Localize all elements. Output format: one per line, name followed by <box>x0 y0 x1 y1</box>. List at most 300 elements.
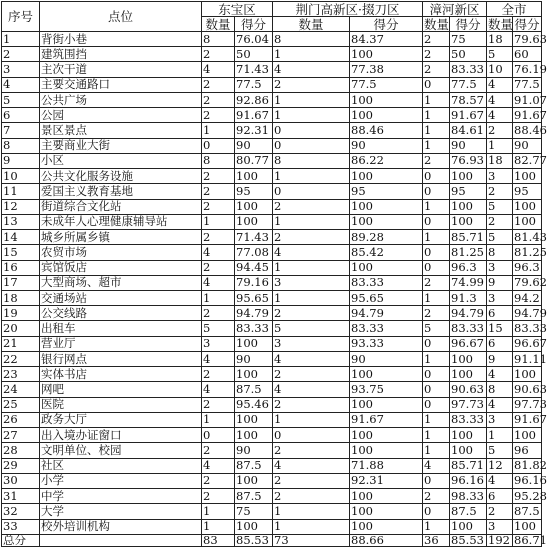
score-city: 100 <box>513 214 542 229</box>
row-location: 公园 <box>40 108 202 123</box>
row-seq: 17 <box>2 275 40 290</box>
score-gaoxin-duodao: 100 <box>350 489 423 504</box>
table-row <box>2 123 542 138</box>
score-gaoxin-duodao: 100 <box>350 260 423 275</box>
score-dongbao: 87.5 <box>235 489 273 504</box>
count-zhanghe: 0 <box>423 260 450 275</box>
table-row <box>2 230 542 245</box>
score-zhanghe: 98.33 <box>450 489 487 504</box>
score-gaoxin-duodao: 94.79 <box>350 306 423 321</box>
count-city: 4 <box>487 473 513 488</box>
score-gaoxin-duodao: 83.33 <box>350 275 423 290</box>
count-city: 5 <box>487 47 513 62</box>
total-value: 88.66 <box>350 535 423 547</box>
row-seq: 30 <box>2 473 40 488</box>
row-seq: 25 <box>2 397 40 412</box>
score-city: 100 <box>513 199 542 214</box>
count-gaoxin-duodao: 4 <box>273 245 350 260</box>
row-seq: 20 <box>2 321 40 336</box>
count-dongbao: 1 <box>202 519 235 535</box>
score-city: 96.16 <box>514 473 547 488</box>
table-row <box>2 504 542 519</box>
count-dongbao: 4 <box>202 275 235 290</box>
score-zhanghe: 84.61 <box>450 123 487 138</box>
table-row <box>2 199 542 214</box>
row-seq: 3 <box>2 62 40 77</box>
count-gaoxin-duodao: 8 <box>273 32 350 47</box>
score-city: 95.28 <box>514 488 547 503</box>
count-zhanghe: 1 <box>423 138 450 153</box>
header-count: 数量 <box>273 17 350 32</box>
row-location: 实体书店 <box>40 367 202 382</box>
row-location: 出租车 <box>40 321 202 336</box>
score-gaoxin-duodao: 100 <box>350 443 423 458</box>
header-row-1 <box>2 2 542 17</box>
row-seq: 11 <box>2 184 40 199</box>
count-gaoxin-duodao: 1 <box>273 290 350 305</box>
row-location: 社区 <box>40 458 202 473</box>
count-zhanghe: 1 <box>423 199 450 214</box>
score-city: 100 <box>513 169 542 184</box>
score-city: 81.43 <box>514 229 547 244</box>
score-zhanghe: 90.63 <box>450 382 487 397</box>
row-seq: 8 <box>2 138 40 153</box>
count-city: 2 <box>487 214 513 229</box>
row-location: 政务大厅 <box>40 412 202 427</box>
score-gaoxin-duodao: 83.33 <box>350 321 423 336</box>
count-dongbao: 2 <box>202 92 235 107</box>
count-zhanghe: 0 <box>423 367 450 382</box>
count-zhanghe: 0 <box>423 397 450 412</box>
table-row <box>2 412 542 427</box>
row-seq: 7 <box>2 123 40 138</box>
total-value: 83 <box>202 535 235 547</box>
score-zhanghe: 85.71 <box>450 230 487 245</box>
count-city: 8 <box>487 382 513 397</box>
row-seq: 15 <box>2 245 40 260</box>
score-gaoxin-duodao: 100 <box>350 92 423 107</box>
score-gaoxin-duodao: 95.65 <box>350 290 423 305</box>
score-gaoxin-duodao: 90 <box>350 351 423 366</box>
table-row <box>2 260 542 275</box>
score-zhanghe: 96.3 <box>450 260 487 275</box>
score-zhanghe: 100 <box>450 214 487 229</box>
score-gaoxin-duodao: 92.31 <box>350 473 423 488</box>
count-dongbao: 3 <box>202 336 235 351</box>
score-dongbao: 100 <box>235 199 273 214</box>
score-zhanghe: 91.3 <box>450 290 487 305</box>
count-gaoxin-duodao: 0 <box>273 123 350 138</box>
row-location: 校外培训机构 <box>40 519 202 535</box>
table-row <box>2 245 542 260</box>
score-zhanghe: 83.33 <box>450 321 487 336</box>
count-gaoxin-duodao: 2 <box>273 443 350 458</box>
count-zhanghe: 1 <box>423 92 450 107</box>
score-gaoxin-duodao: 77.38 <box>350 62 423 77</box>
count-dongbao: 2 <box>202 306 235 321</box>
score-gaoxin-duodao: 95 <box>350 184 423 199</box>
count-zhanghe: 2 <box>423 275 450 290</box>
count-dongbao: 8 <box>202 32 235 47</box>
count-dongbao: 2 <box>202 184 235 199</box>
score-city: 60 <box>513 47 542 62</box>
header-district-gaoxin-duodao: 荆门高新区·掇刀区 <box>273 2 423 17</box>
score-zhanghe: 97.73 <box>450 397 487 412</box>
count-dongbao: 2 <box>202 47 235 62</box>
score-city: 76.19 <box>514 62 547 77</box>
score-gaoxin-duodao: 100 <box>350 397 423 412</box>
score-dongbao: 95 <box>235 184 273 199</box>
count-zhanghe: 2 <box>423 32 450 47</box>
count-city: 3 <box>487 260 513 275</box>
score-zhanghe: 95 <box>450 184 487 199</box>
score-dongbao: 100 <box>235 519 273 535</box>
row-location: 医院 <box>40 397 202 412</box>
table-row <box>2 458 542 473</box>
count-dongbao: 4 <box>202 382 235 397</box>
count-gaoxin-duodao: 1 <box>273 92 350 107</box>
row-location: 大学 <box>40 504 202 519</box>
count-zhanghe: 1 <box>423 230 450 245</box>
score-zhanghe: 100 <box>450 428 487 443</box>
header-score: 得分 <box>450 17 487 32</box>
count-city: 1 <box>487 428 513 443</box>
score-dongbao: 87.5 <box>235 458 273 473</box>
count-gaoxin-duodao: 2 <box>273 77 350 92</box>
count-zhanghe: 2 <box>423 489 450 504</box>
row-location: 农贸市场 <box>40 245 202 260</box>
table-body <box>2 31 547 535</box>
total-value: 192 <box>487 535 513 547</box>
score-gaoxin-duodao: 84.37 <box>350 32 423 47</box>
score-city: 81.82 <box>514 458 547 473</box>
count-zhanghe: 0 <box>423 473 450 488</box>
row-seq: 9 <box>2 153 40 168</box>
count-dongbao: 4 <box>202 245 235 260</box>
row-location: 网吧 <box>40 382 202 397</box>
count-zhanghe: 0 <box>423 245 450 260</box>
score-zhanghe: 90 <box>450 138 487 153</box>
count-city: 6 <box>487 336 513 351</box>
score-dongbao: 95.46 <box>235 397 273 412</box>
count-gaoxin-duodao: 5 <box>273 321 350 336</box>
count-gaoxin-duodao: 1 <box>273 519 350 535</box>
row-seq: 27 <box>2 428 40 443</box>
row-location: 交通场站 <box>40 290 202 305</box>
count-city: 3 <box>487 290 513 305</box>
count-city: 2 <box>487 504 513 519</box>
row-location: 文明单位、校园 <box>40 443 202 458</box>
table-row <box>2 32 542 47</box>
score-city: 97.73 <box>514 397 547 412</box>
count-dongbao: 1 <box>202 412 235 427</box>
count-city: 1 <box>487 138 513 153</box>
score-dongbao: 90 <box>235 138 273 153</box>
score-city: 95 <box>513 184 542 199</box>
score-dongbao: 100 <box>235 336 273 351</box>
score-gaoxin-duodao: 100 <box>350 504 423 519</box>
count-zhanghe: 1 <box>423 123 450 138</box>
count-city: 4 <box>487 77 513 92</box>
score-gaoxin-duodao: 90 <box>350 138 423 153</box>
score-city: 94.79 <box>514 305 547 320</box>
row-location: 营业厅 <box>40 336 202 351</box>
row-location: 背街小巷 <box>40 32 202 47</box>
count-city: 6 <box>487 489 513 504</box>
row-seq: 29 <box>2 458 40 473</box>
score-zhanghe: 85.71 <box>450 458 487 473</box>
count-gaoxin-duodao: 2 <box>273 473 350 488</box>
count-city: 5 <box>487 443 513 458</box>
table-row <box>2 214 542 229</box>
row-location: 主要交通路口 <box>40 77 202 92</box>
score-dongbao: 75 <box>235 504 273 519</box>
count-gaoxin-duodao: 1 <box>273 260 350 275</box>
row-seq: 5 <box>2 92 40 107</box>
score-gaoxin-duodao: 100 <box>350 199 423 214</box>
table-row <box>2 77 542 92</box>
count-city: 4 <box>487 367 513 382</box>
score-city: 79.62 <box>514 275 547 290</box>
table-row <box>2 351 542 366</box>
score-city: 88.46 <box>514 123 547 138</box>
count-zhanghe: 0 <box>423 77 450 92</box>
score-city: 81.25 <box>514 244 547 259</box>
count-gaoxin-duodao: 0 <box>273 184 350 199</box>
score-zhanghe: 100 <box>450 199 487 214</box>
score-dongbao: 91.67 <box>235 108 273 123</box>
score-city: 96.67 <box>514 336 547 351</box>
count-city: 9 <box>487 275 513 290</box>
score-gaoxin-duodao: 88.46 <box>350 123 423 138</box>
header-district-city: 全市 <box>487 2 542 17</box>
total-value: 85.53 <box>450 535 487 547</box>
score-dongbao: 92.86 <box>235 92 273 107</box>
count-gaoxin-duodao: 1 <box>273 412 350 427</box>
score-city: 82.77 <box>514 153 547 168</box>
total-value: 86.71 <box>514 533 547 547</box>
score-city: 94.2 <box>514 290 540 305</box>
score-gaoxin-duodao: 85.42 <box>350 245 423 260</box>
header-score: 得分 <box>514 16 540 32</box>
score-gaoxin-duodao: 89.28 <box>350 230 423 245</box>
score-dongbao: 100 <box>235 214 273 229</box>
count-dongbao: 4 <box>202 458 235 473</box>
row-seq: 28 <box>2 443 40 458</box>
row-location: 中学 <box>40 489 202 504</box>
table-row <box>2 382 542 397</box>
row-seq: 22 <box>2 351 40 366</box>
count-city: 3 <box>487 519 513 535</box>
score-city: 91.67 <box>514 107 547 122</box>
count-dongbao: 1 <box>202 214 235 229</box>
count-dongbao: 2 <box>202 169 235 184</box>
score-gaoxin-duodao: 100 <box>350 367 423 382</box>
score-city: 83.33 <box>514 321 547 336</box>
count-dongbao: 2 <box>202 199 235 214</box>
count-zhanghe: 1 <box>423 519 450 535</box>
count-gaoxin-duodao: 8 <box>273 153 350 168</box>
score-zhanghe: 100 <box>450 351 487 366</box>
score-city: 91.07 <box>514 92 547 107</box>
count-dongbao: 1 <box>202 290 235 305</box>
row-seq: 33 <box>2 519 40 535</box>
count-city: 18 <box>487 153 513 168</box>
score-gaoxin-duodao: 100 <box>350 108 423 123</box>
count-city: 18 <box>487 32 513 47</box>
row-location: 大型商场、超市 <box>40 275 202 290</box>
score-city: 100 <box>513 367 542 382</box>
score-city: 87.5 <box>514 503 540 518</box>
row-seq: 14 <box>2 230 40 245</box>
count-zhanghe: 4 <box>423 458 450 473</box>
count-gaoxin-duodao: 2 <box>273 397 350 412</box>
score-zhanghe: 81.25 <box>450 245 487 260</box>
score-dongbao: 76.04 <box>235 32 273 47</box>
total-value: 85.53 <box>235 535 273 547</box>
row-location: 出入境办证窗口 <box>40 428 202 443</box>
score-dongbao: 100 <box>235 473 273 488</box>
score-city: 91.67 <box>514 412 547 427</box>
header-count: 数量 <box>202 17 235 32</box>
table-row <box>2 473 542 488</box>
score-city: 90.63 <box>514 382 547 396</box>
count-zhanghe: 2 <box>423 47 450 62</box>
count-gaoxin-duodao: 3 <box>273 336 350 351</box>
score-zhanghe: 78.57 <box>450 92 487 107</box>
score-dongbao: 79.16 <box>235 275 273 290</box>
score-dongbao: 90 <box>235 443 273 458</box>
table-row <box>2 428 542 443</box>
row-location: 主要商业大街 <box>40 138 202 153</box>
row-seq: 19 <box>2 306 40 321</box>
score-dongbao: 71.43 <box>235 230 273 245</box>
row-location: 小区 <box>40 153 202 168</box>
count-gaoxin-duodao: 4 <box>273 458 350 473</box>
count-gaoxin-duodao: 1 <box>273 214 350 229</box>
score-gaoxin-duodao: 93.33 <box>350 336 423 351</box>
count-gaoxin-duodao: 1 <box>273 47 350 62</box>
score-zhanghe: 83.33 <box>450 62 487 77</box>
count-city: 10 <box>487 62 513 77</box>
row-seq: 21 <box>2 336 40 351</box>
count-gaoxin-duodao: 3 <box>273 275 350 290</box>
header-score: 得分 <box>235 17 273 32</box>
score-city: 96 <box>513 443 542 458</box>
row-location: 城乡所属乡镇 <box>40 230 202 245</box>
count-gaoxin-duodao: 2 <box>273 489 350 504</box>
count-dongbao: 0 <box>202 138 235 153</box>
score-zhanghe: 75 <box>450 32 487 47</box>
count-gaoxin-duodao: 0 <box>273 428 350 443</box>
count-gaoxin-duodao: 1 <box>273 108 350 123</box>
count-city: 3 <box>487 412 513 427</box>
row-seq: 32 <box>2 504 40 519</box>
row-location: 小学 <box>40 473 202 488</box>
header-count: 数量 <box>424 16 450 32</box>
count-zhanghe: 1 <box>423 351 450 366</box>
score-dongbao: 100 <box>235 367 273 382</box>
score-zhanghe: 77.5 <box>450 77 487 92</box>
score-gaoxin-duodao: 100 <box>350 519 423 535</box>
score-zhanghe: 96.67 <box>450 336 487 351</box>
score-zhanghe: 87.5 <box>450 504 487 519</box>
row-location: 公交线路 <box>40 306 202 321</box>
count-gaoxin-duodao: 1 <box>273 169 350 184</box>
score-dongbao: 100 <box>235 412 273 427</box>
count-dongbao: 2 <box>202 108 235 123</box>
score-gaoxin-duodao: 100 <box>350 169 423 184</box>
count-dongbao: 2 <box>202 367 235 382</box>
score-zhanghe: 100 <box>450 519 487 535</box>
row-seq: 2 <box>2 47 40 62</box>
row-location: 银行网点 <box>40 351 202 366</box>
table-row <box>2 62 542 77</box>
row-seq: 12 <box>2 199 40 214</box>
table-row <box>2 169 542 184</box>
count-gaoxin-duodao: 2 <box>273 367 350 382</box>
score-city: 90 <box>513 138 542 153</box>
count-zhanghe: 1 <box>423 428 450 443</box>
count-city: 4 <box>487 92 513 107</box>
count-dongbao: 2 <box>202 473 235 488</box>
score-zhanghe: 94.79 <box>450 306 487 321</box>
count-dongbao: 5 <box>202 321 235 336</box>
score-dongbao: 100 <box>235 169 273 184</box>
score-city: 100 <box>513 519 542 535</box>
score-dongbao: 71.43 <box>235 62 273 77</box>
row-seq: 26 <box>2 412 40 427</box>
count-city: 9 <box>487 351 513 366</box>
score-zhanghe: 100 <box>450 367 487 382</box>
score-zhanghe: 74.99 <box>450 275 487 290</box>
table-row <box>2 153 542 168</box>
table-row <box>2 397 542 412</box>
count-zhanghe: 0 <box>423 336 450 351</box>
score-city: 96.3 <box>514 260 540 275</box>
count-zhanghe: 1 <box>423 443 450 458</box>
count-city: 5 <box>487 199 513 214</box>
score-dongbao: 94.45 <box>235 260 273 275</box>
count-dongbao: 2 <box>202 443 235 458</box>
table-row <box>2 443 542 458</box>
row-seq: 18 <box>2 290 40 305</box>
score-gaoxin-duodao: 100 <box>350 428 423 443</box>
header-location: 点位 <box>40 2 202 32</box>
score-dongbao: 80.77 <box>235 153 273 168</box>
count-zhanghe: 0 <box>423 504 450 519</box>
count-dongbao: 8 <box>202 153 235 168</box>
score-gaoxin-duodao: 86.22 <box>350 153 423 168</box>
count-dongbao: 2 <box>202 77 235 92</box>
row-location: 公共文化服务设施 <box>40 169 202 184</box>
count-dongbao: 2 <box>202 397 235 412</box>
table-row <box>2 321 542 336</box>
count-dongbao: 1 <box>202 123 235 138</box>
score-zhanghe: 100 <box>450 169 487 184</box>
score-city: 91.11 <box>514 351 547 366</box>
score-dongbao: 100 <box>235 428 273 443</box>
score-zhanghe: 100 <box>450 443 487 458</box>
row-location: 公共广场 <box>40 92 202 107</box>
score-city: 79.63 <box>514 31 547 46</box>
score-zhanghe: 96.16 <box>450 473 487 488</box>
count-zhanghe: 5 <box>423 321 450 336</box>
table-row <box>2 489 542 504</box>
count-zhanghe: 2 <box>423 153 450 168</box>
score-gaoxin-duodao: 93.75 <box>350 382 423 397</box>
score-zhanghe: 76.93 <box>450 153 487 168</box>
